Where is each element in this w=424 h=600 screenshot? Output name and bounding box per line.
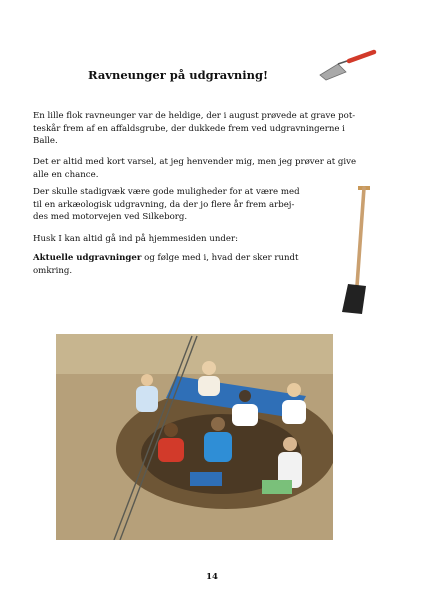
aktuelle-udgravninger-link[interactable]: Aktuelle udgravninger — [33, 253, 142, 263]
intro-paragraph: En lille flok ravneunger var de heldige, der i august prøvede at grave pot- teskår frem af en affaldsgrube, der dukkede frem ved udgravningerne i Balle. — [33, 111, 356, 146]
page-title: Ravneunger på udgravning! — [88, 68, 269, 82]
link-paragraph: Aktuelle udgravninger og følge med i, hvad der sker rundt omkring. — [33, 253, 299, 276]
trowel-icon — [318, 48, 378, 82]
page-number: 14 — [206, 572, 218, 582]
opportunity-paragraph: Der skulle stadigvæk være gode muligheder for at være med til en arkæologisk udgravning, da der jo flere år frem arbej- des med motorvejen ved Silkeborg. — [33, 187, 300, 222]
excavation-photo — [56, 334, 333, 540]
website-paragraph: Husk I kan altid gå ind på hjemmesiden under: — [33, 234, 238, 244]
shovel-icon — [336, 182, 382, 322]
notice-paragraph: Det er altid med kort varsel, at jeg henvender mig, men jeg prøver at give alle en chance. — [33, 157, 357, 180]
